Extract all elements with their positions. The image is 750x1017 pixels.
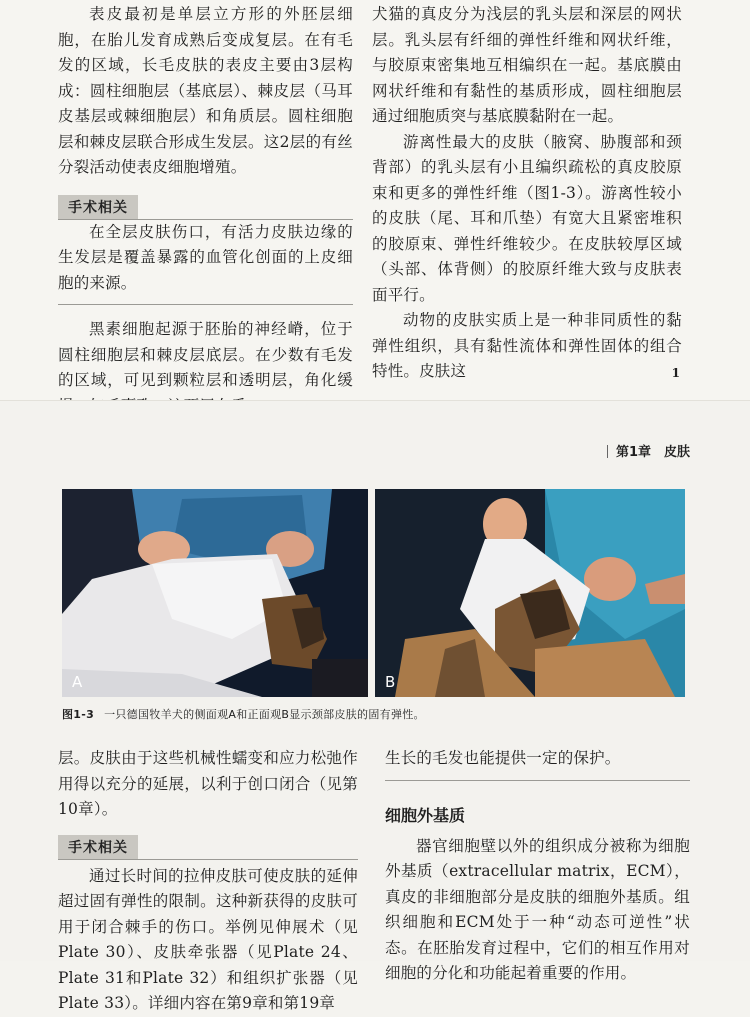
page-number: 1: [671, 366, 680, 380]
paragraph-end: [385, 746, 690, 781]
caption-label: 图1-3: [62, 708, 95, 721]
caption-text: 一只德国牧羊犬的侧面观A和正面观B显示颈部皮肤的固有弹性。: [104, 708, 425, 721]
surgical-box: [58, 835, 358, 1017]
right-column: [372, 2, 682, 385]
right-column-bottom: [385, 746, 690, 987]
paragraph: 层。皮肤由于这些机械性蠕变和应力松弛作用得以充分的延展，以利于创口闭合（见第10章）。: [58, 749, 358, 818]
figure-photo-b: [375, 489, 685, 697]
section-ecm: [385, 803, 690, 987]
running-head-text: 第1章 皮肤: [615, 445, 690, 460]
paragraph: 犬猫的真皮分为浅层的乳头层和深层的网状层。乳头层有纤细的弹性纤维和网状纤维，与胶原束密集地互相编织在一起。基底膜由网状纤维和有黏性的基质形成，圆柱细胞层通过细胞质突与基底膜黏附在一起。: [372, 5, 682, 125]
surgical-box: [58, 195, 353, 306]
running-head-bar: [607, 445, 608, 458]
section-title: 细胞外基质: [385, 805, 466, 825]
paragraph: 生长的毛发也能提供一定的保护。: [385, 749, 621, 767]
panel-a-label: A: [72, 673, 83, 691]
box-header: [58, 835, 358, 860]
box-text: 在全层皮肤伤口，有活力皮肤边缘的生发层是覆盖暴露的血管化创面的上皮细胞的来源。: [58, 222, 353, 292]
left-column: [58, 2, 353, 419]
paragraph: 器官细胞壁以外的组织成分被称为细胞外基质（extracellular matrix，ECM），真皮的非细胞部分是皮肤的细胞外基质。组织细胞和ECM处于一种“动态可逆性”状态。在胚胎发育过程中，它们的相互作用对细胞的分化和功能起着重要的作用。: [385, 836, 690, 982]
figure-caption: [62, 706, 702, 722]
photo-a-illustration: [62, 489, 368, 697]
left-column-bottom: [58, 746, 358, 1017]
page-top: [0, 0, 750, 400]
photo-b-illustration: [375, 489, 685, 697]
paragraph: 动物的皮肤实质上是一种非同质性的黏弹性组织，具有黏性流体和弹性固体的组合特性。皮肤这: [372, 311, 682, 380]
box-title: 手术相关: [58, 835, 138, 859]
box-title: 手术相关: [58, 195, 138, 219]
figure-photo-a: [62, 489, 368, 697]
box-text: 通过长时间的拉伸皮肤可使皮肤的延伸超过固有弹性的限制。这种新获得的皮肤可用于闭合棘手的伤口。举例见伸展术（见Plate 30）、皮肤牵张器（见Plate 24、Plate 31和Plate 32）和组织扩张器（见Plate 33）。详细内容在第9章和第19章: [58, 866, 358, 1012]
paragraph: 游离性最大的皮肤（腋窝、胁腹部和颈背部）的乳头层有小且编织疏松的真皮胶原束和更多的弹性纤维（图1-3）。游离性较小的皮肤（尾、耳和爪垫）有宽大且紧密堆积的胶原束、弹性纤维较少。在皮肤较厚区域（头部、体背侧）的胶原纤维大致与皮肤表面平行。: [372, 132, 682, 304]
box-body: [58, 220, 353, 306]
box-header: [58, 195, 353, 220]
paragraph: 黑素细胞起源于胚胎的神经嵴，位于圆柱细胞层和棘皮层底层。在少数有毛发的区域，可见到颗粒层和透明层，角化缓: [58, 320, 353, 389]
page-bottom: [0, 400, 750, 1012]
panel-b-label: B: [385, 673, 396, 691]
paragraph: 表皮最初是单层立方形的外胚层细胞，在胎儿发育成熟后变成复层。在有毛发的区域，长毛皮肤的表皮主要由3层构成：圆柱细胞层（基底层）、棘皮层（马耳皮基层或棘细胞层）和角质层。圆柱细胞层和棘皮层联合形成生发层。这2层的有丝分裂活动使表皮细胞增殖。: [58, 5, 353, 176]
running-head: [607, 441, 690, 460]
